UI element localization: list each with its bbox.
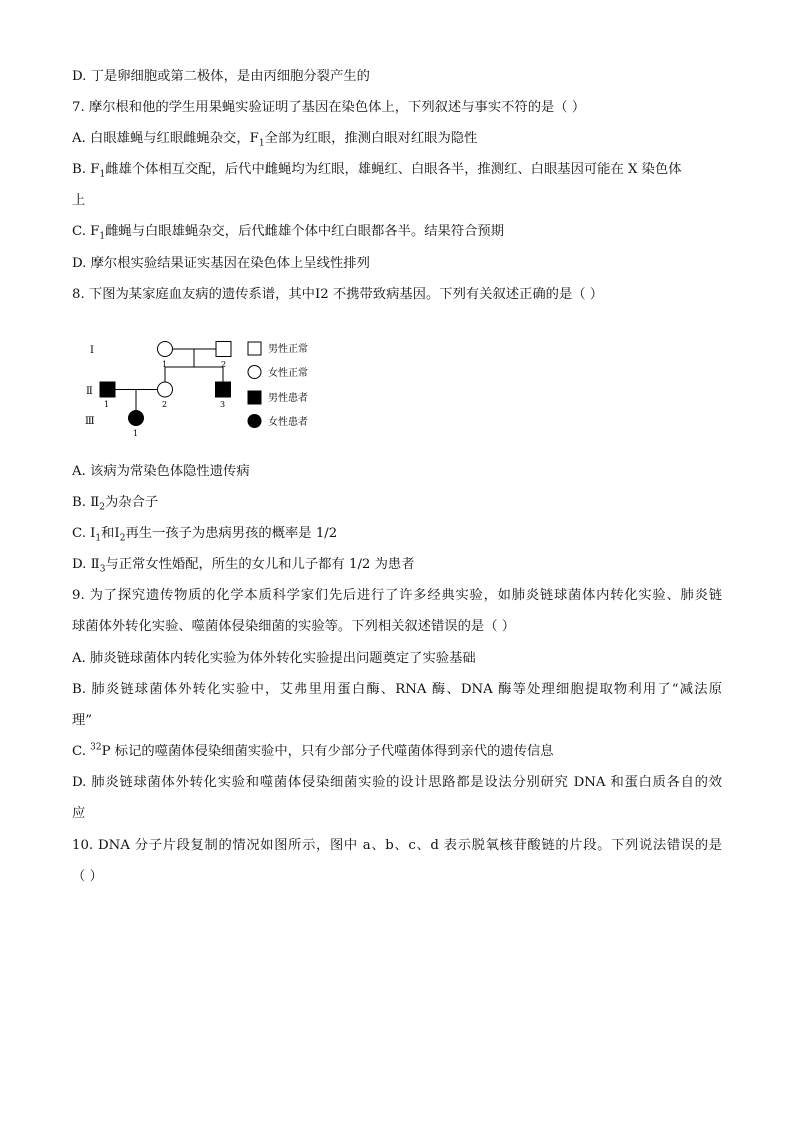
q10-stem-line1: 10. DNA 分子片段复制的情况如图所示，图中 a、b、c、d 表示脱氧核苷酸链的片段。下列说法错误的是: [72, 838, 722, 853]
q7-option-c: C. $F_1$雌蝇与白眼雄蝇杂交，后代雌雄个体中红白眼都各半。结果符合预期: [72, 224, 505, 242]
i2-male-normal: [216, 342, 231, 357]
q8-option-d: D. $Ⅱ_3$与正常女性婚配，所生的女儿和儿子都有 1/2 为患者: [72, 557, 415, 575]
legend-male-normal-label: 男性正常: [268, 344, 308, 355]
ii1-male-affected: [100, 382, 115, 397]
legend-female-normal-label: 女性正常: [268, 368, 308, 379]
q7-stem: 7. 摩尔根和他的学生用果蝇实验证明了基因在染色体上，下列叙述与事实不符的是（ ）: [72, 100, 586, 115]
q8-option-c: C. $Ⅰ_1$和$Ⅰ_2$再生一孩子为患病男孩的概率是 1/2: [72, 526, 338, 544]
q9-option-d-line2: 应: [72, 806, 86, 821]
label-iii1: 1: [133, 429, 139, 438]
label-ii1: 1: [104, 400, 110, 409]
q9-option-b-line1: B. 肺炎链球菌体外转化实验中，艾弗里用蛋白酶、RNA 酶、DNA 酶等处理细胞提取物利用了“减法原: [72, 682, 722, 697]
q6-option-d: D. 丁是卵细胞或第二极体，是由丙细胞分裂产生的: [72, 69, 370, 84]
label-ii2: 2: [162, 400, 168, 409]
q8-option-a: A. 该病为常染色体隐性遗传病: [72, 464, 250, 479]
legend-female-affected-symbol: [248, 415, 261, 428]
i1-female-normal: [158, 342, 173, 357]
q7-option-a: A. 白眼雄蝇与红眼雌蝇杂交，$F_1$全部为红眼，推测白眼对红眼为隐性: [72, 131, 478, 149]
pedigree-diagram: [84, 333, 334, 438]
label-i1: 1: [162, 360, 168, 369]
ii3-male-affected: [216, 382, 231, 397]
q8-stem: 8. 下图为某家庭血友病的遗传系谱，其中Ⅰ2 不携带致病基因。下列有关叙述正确的是（ ）: [72, 287, 604, 302]
legend-female-affected-label: 女性患者: [268, 417, 308, 428]
q7-option-d: D. 摩尔根实验结果证实基因在染色体上呈线性排列: [72, 256, 370, 271]
label-i2: 2: [221, 360, 227, 369]
q9-stem-line2: 球菌体外转化实验、噬菌体侵染细菌的实验等。下列相关叙述错误的是（ ）: [72, 619, 516, 634]
gen-label-ii: Ⅱ: [86, 386, 93, 397]
q9-option-b-line2: 理”: [72, 713, 93, 728]
legend-male-affected-symbol: [248, 391, 261, 404]
q9-option-c: C. $^{32}$P 标记的噬菌体侵染细菌实验中，只有少部分子代噬菌体得到亲代的遗传信息: [72, 742, 554, 759]
gen-label-i: Ⅰ: [90, 345, 94, 356]
label-ii3: 3: [220, 400, 226, 409]
gen-label-iii: Ⅲ: [85, 416, 95, 427]
q7-option-b: B. $F_1$雌雄个体相互交配，后代中雌蝇均为红眼，雄蝇红、白眼各半，推测红、白眼基因可能在 X 染色体: [72, 162, 682, 180]
legend-male-normal-symbol: [248, 342, 261, 355]
q9-option-a: A. 肺炎链球菌体内转化实验为体外转化实验提出问题奠定了实验基础: [72, 651, 476, 666]
q8-option-b: B. $Ⅱ_2$为杂合子: [72, 495, 159, 513]
legend-female-normal-symbol: [248, 366, 261, 379]
q10-stem-line2: （ ）: [72, 869, 103, 884]
legend-male-affected-label: 男性患者: [268, 393, 308, 404]
iii1-female-affected: [129, 411, 144, 426]
q9-option-d-line1: D. 肺炎链球菌体外转化实验和噬菌体侵染细菌实验的设计思路都是设法分别研究 DNA 和蛋白质各自的效: [72, 775, 722, 790]
ii2-female-normal: [158, 382, 173, 397]
q9-stem-line1: 9. 为了探究遗传物质的化学本质科学家们先后进行了许多经典实验，如肺炎链球菌体内转化实验、肺炎链: [72, 588, 722, 603]
q7-option-b-continued: 上: [72, 193, 86, 208]
